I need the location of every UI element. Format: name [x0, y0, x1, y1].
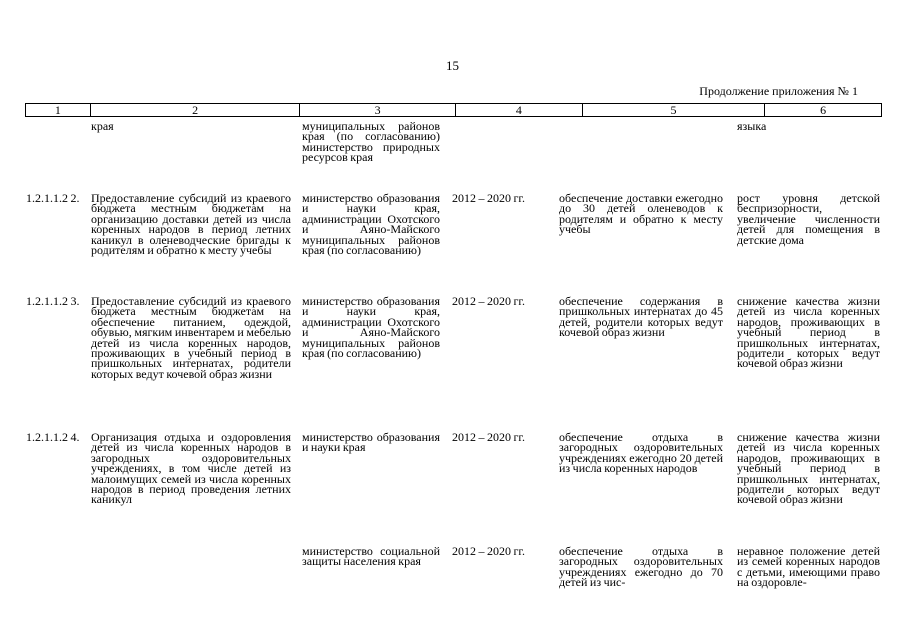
row-4-effect: неравное положение детей из семей коренных народов с детьми, имеющими право на оздоровле-	[737, 544, 880, 590]
row-0-effect: языка	[737, 119, 767, 133]
row-0-executor: муниципальных районов края (по согласованию) министерство природных ресурсов края	[302, 119, 440, 165]
header-col-3: 3	[299, 104, 455, 116]
row-4-result: обеспечение отдыха в загородных оздоровительных учреждениях ежегодно до 70 детей из чис-	[559, 544, 723, 590]
header-col-1: 1	[54, 103, 61, 117]
row-3-activity: Организация отдыха и оздоровления детей из числа коренных народов в загородных оздоровительных учреждениях, в том числе детей из малоимущих семей из числа коренных народов в период проведения летних каникул	[91, 430, 291, 507]
row-4-executor: министерство социальной защиты населения края	[302, 544, 440, 569]
row-3-number: 1.2.1.1.2 4.	[26, 430, 80, 444]
row-2-number: 1.2.1.1.2 3.	[26, 294, 80, 308]
row-3-executor: министерство образования и науки края	[302, 430, 440, 455]
header-col-5: 5	[582, 104, 765, 116]
row-0-activity: края	[91, 119, 114, 133]
header-col-2: 2	[90, 104, 300, 116]
row-2-years: 2012 – 2020 гг.	[452, 294, 525, 308]
row-2-executor: министерство образования и науки края, администрации Охотского и Аяно-Майского муниципальных районов края (по согласованию)	[302, 294, 440, 361]
row-1-activity: Предоставление субсидий из краевого бюджета местным бюджетам на организацию доставки детей из числа коренных народов в период летних каникул в оленеводческие бригады к родителям и обратно к месту учебы	[91, 191, 291, 258]
row-3-years: 2012 – 2020 гг.	[452, 430, 525, 444]
row-1-years: 2012 – 2020 гг.	[452, 191, 525, 205]
row-1-number: 1.2.1.1.2 2.	[26, 191, 80, 205]
row-1-effect: рост уровня детской беспризорности, увеличение численности детей для помещения в детские дома	[737, 191, 880, 247]
row-3-result: обеспечение отдыха в загородных оздоровительных учреждениях ежегодно 20 детей из числа коренных народов	[559, 430, 723, 476]
row-4-years: 2012 – 2020 гг.	[452, 544, 525, 558]
row-2-activity: Предоставление субсидий из краевого бюджета местным бюджетам на обеспечение питанием, одеждой, обувью, мягким инвентарем и мебелью детей из числа коренных народов, проживающих в учебный период в пришкольных интернатах, родители которых ведут кочевой образ жизни	[91, 294, 291, 381]
row-1-executor: министерство образования и науки края, администрации Охотского и Аяно-Майского муниципальных районов края (по согласованию)	[302, 191, 440, 258]
header-col-6: 6	[764, 104, 881, 116]
row-1-result: обеспечение доставки ежегодно до 30 детей оленеводов к родителям и обратно к месту учебы	[559, 191, 723, 237]
row-2-result: обеспечение содержания в пришкольных интернатах до 45 детей, родители которых ведут кочевой образ жизни	[559, 294, 723, 340]
row-2-effect: снижение качества жизни детей из числа коренных народов, проживающих в учебный период в пришкольных интернатах, родители которых ведут кочевой образ жизни	[737, 294, 880, 371]
row-3-effect: снижение качества жизни детей из числа коренных народов, проживающих в учебный период в пришкольных интернатах, родители которых ведут кочевой образ жизни	[737, 430, 880, 507]
header-col-4: 4	[455, 104, 582, 116]
page-number: 15	[446, 58, 459, 73]
table-header-row	[25, 103, 882, 117]
continuation-label: Продолжение приложения № 1	[699, 84, 858, 98]
